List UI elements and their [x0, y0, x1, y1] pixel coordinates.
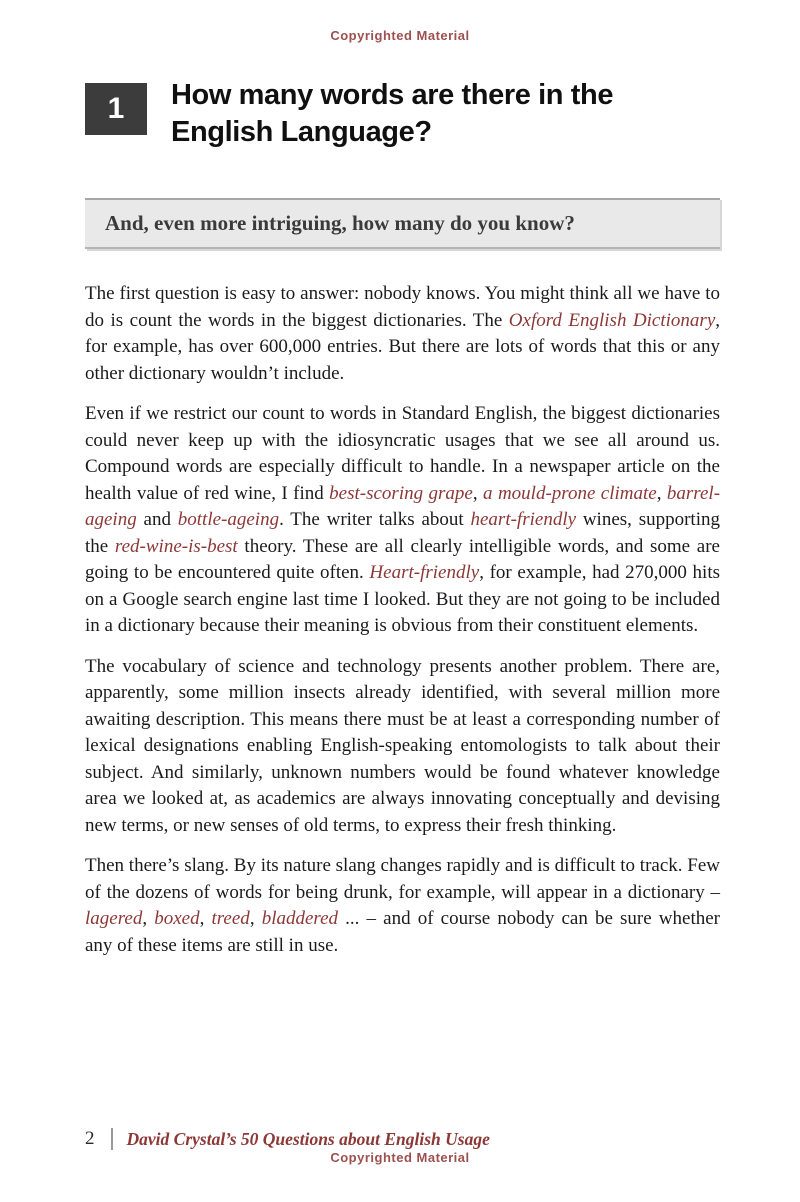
footer-separator — [111, 1128, 113, 1150]
emphasis-text: Heart-friendly — [369, 562, 480, 584]
subtitle-text: And, even more intriguing, how many do you know? — [105, 211, 575, 236]
body-text-segment: wines, supporting the — [85, 509, 720, 557]
paragraph — [85, 401, 720, 640]
body-text-segment: , — [142, 908, 155, 930]
page-footer — [85, 1128, 490, 1150]
body-text-segment: , — [472, 482, 484, 504]
copyright-notice-bottom: Copyrighted Material — [330, 1150, 470, 1165]
body-text-segment: The first question is easy to answer: nobody knows. You might think all we have to do is count the words in the biggest dictionaries. The — [85, 283, 720, 331]
chapter-header — [85, 79, 720, 170]
body-text-segment: . The writer talks about — [279, 509, 471, 531]
chapter-number: 1 — [107, 92, 125, 125]
paragraph — [85, 853, 720, 959]
body-text-segment: The vocabulary of science and technology presents another problem. There are, apparently, some million insects already identified, with several million more awaiting description. This means there must be at least a corresponding number of lexical designations enabling English-speaking entomologists to talk about their subject. And similarly, unknown numbers would be found whatever knowledge area we looked at, as academics are always innovating conceptually and devising new terms, or new senses of old terms, to express their fresh thinking. — [85, 655, 720, 836]
body-text-segment: ... – and of course nobody can be sure whether any of these items are still in use. — [85, 908, 721, 956]
page-number: 2 — [85, 1128, 95, 1149]
emphasis-text: lagered — [85, 908, 143, 930]
emphasis-text: heart-friendly — [470, 509, 577, 531]
chapter-title: How many words are there in the English Language? — [171, 79, 614, 148]
emphasis-text: barrel-ageing — [85, 482, 721, 531]
body-text-segment: and — [136, 509, 178, 531]
emphasis-text: bottle-ageing — [177, 509, 280, 531]
paragraph — [85, 281, 720, 387]
chapter-number-box — [85, 83, 147, 135]
emphasis-text: a mould-prone climate — [483, 482, 657, 504]
emphasis-text: best-scoring grape — [329, 482, 473, 504]
body-text-segment: Then there’s slang. By its nature slang changes rapidly and is difficult to track. Few of the dozens of words for being drunk, for example, will appear in a dictionary – — [85, 855, 720, 903]
paragraph — [85, 654, 720, 840]
book-title: David Crystal’s 50 Questions about English Usage — [126, 1128, 490, 1149]
body-text-segment: Even if we restrict our count to words in Standard English, the biggest dictionaries could never keep up with the idiosyncratic usages that we see all around us. Compound words are especially difficult to handle. In a newspaper article on the health value of red wine, I find — [85, 403, 720, 504]
emphasis-text: boxed — [154, 908, 200, 930]
body-paragraphs — [85, 281, 720, 959]
emphasis-text: red-wine-is-best — [114, 535, 238, 557]
body-text-segment: , for example, has over 600,000 entries. But there are lots of words that this or any other dictionary wouldn’t include. — [85, 309, 721, 384]
copyright-notice-top: Copyrighted Material — [330, 28, 470, 43]
body-text-segment: , for example, had 270,000 hits on a Google search engine last time I looked. But they are not going to be included in a dictionary because their meaning is obvious from their constituent elements. — [85, 562, 721, 637]
body-text-segment: , — [249, 908, 262, 930]
emphasis-text: Oxford English Dictionary — [508, 309, 716, 331]
emphasis-text: treed — [211, 908, 250, 930]
subtitle-banner — [85, 198, 720, 249]
body-text-segment: , — [656, 482, 667, 504]
body-text-segment: , — [199, 908, 212, 930]
emphasis-text: bladdered — [261, 908, 339, 930]
body-text-segment: theory. These are all clearly intelligible words, and some are going to be encountered quite often. — [85, 535, 720, 584]
